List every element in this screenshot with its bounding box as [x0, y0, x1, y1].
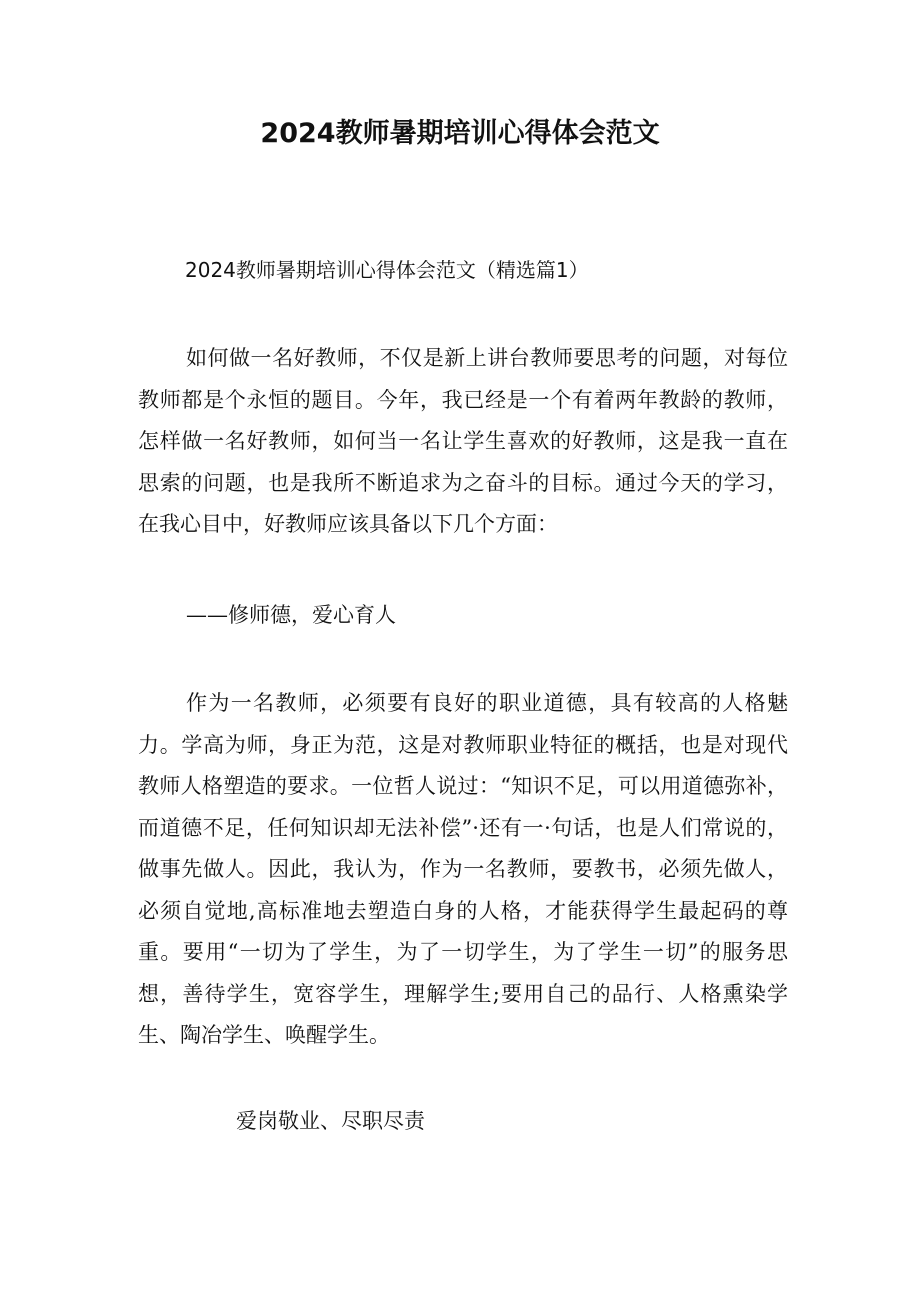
paragraph-ethics: 作为一名教师，必须要有良好的职业道德，具有较高的人格魅力。学高为师，身正为范，这是对教师职业特征的概括，也是对现代教师人格塑造的要求。一位哲人说过：“知识不足，可以用道德弥补，而道德不足，任何知识却无法补偿”·还有一·句话，也是人们常说的，做事先做人。因此，我认为，作为一名教师，要教书，必须先做人，必须自觉地,高标准地去塑造白身的人格，才能获得学生最起码的尊重。要用“一切为了学生，为了一切学生，为了学生一切”的服务思想，善待学生，宽容学生，理解学生;要用自己的品行、人格熏染学生、陶冶学生、唤醒学生。	[138, 691, 788, 1047]
section-heading-dedication: 爱岗敬业、尽职尽责	[236, 1109, 425, 1133]
paragraph-intro: 如何做一名好教师，不仅是新上讲台教师要思考的问题，对每位教师都是个永恒的题目。今年，我已经是一个有着两年教龄的教师，怎样做一名好教师，如何当一名让学生喜欢的好教师，这是我一直在思索的问题，也是我所不断追求为之奋斗的目标。通过今天的学习，在我心目中，好教师应该具备以下几个方面：	[138, 346, 788, 536]
document-title: 2024教师暑期培训心得体会范文	[260, 118, 660, 149]
section-heading-ethics: ——修师德，爱心育人	[186, 603, 396, 627]
document-subtitle: 2024教师暑期培训心得体会范文（精选篇1）	[185, 258, 589, 282]
